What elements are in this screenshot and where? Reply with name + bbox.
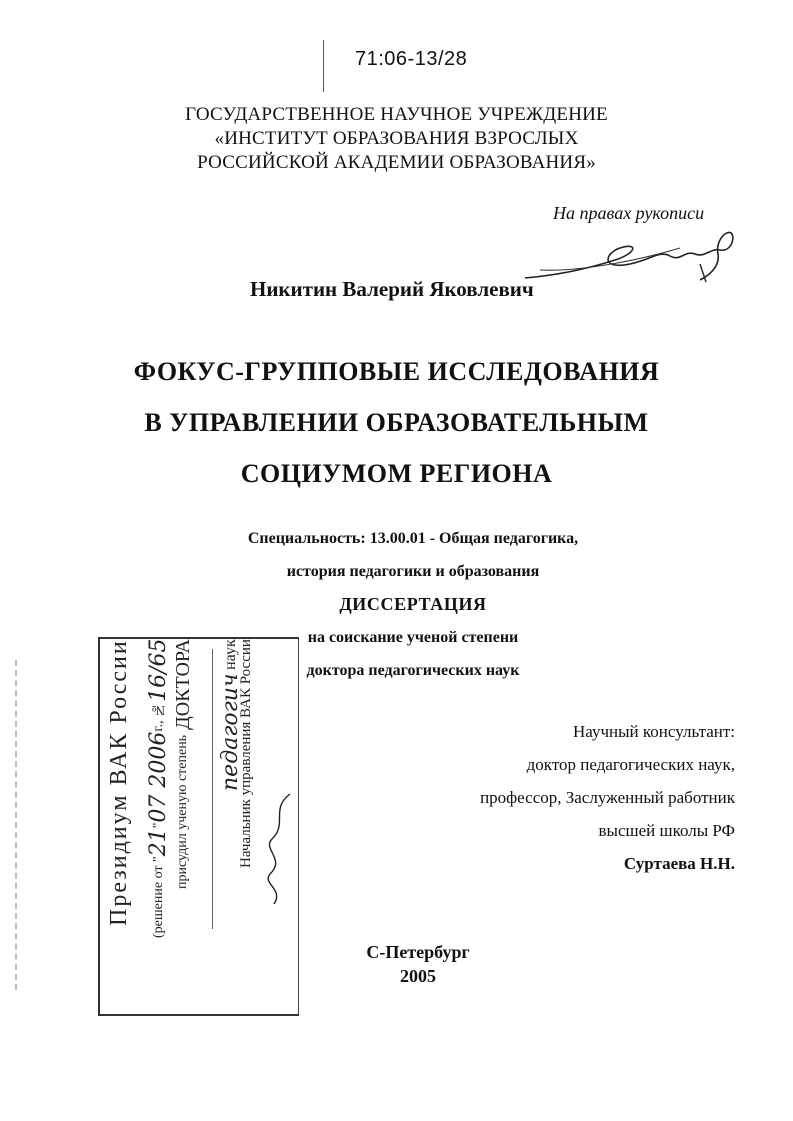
stamp-decision-number: 16/65 <box>146 639 171 703</box>
stamp-signature-icon <box>260 789 296 909</box>
institution-line: «ИНСТИТУТ ОБРАЗОВАНИЯ ВЗРОСЛЫХ <box>214 128 579 149</box>
consultant-title: высшей школы РФ <box>598 821 735 840</box>
document-code: 71:06-13/28 <box>355 48 468 70</box>
stamp-decision-line <box>146 639 171 1014</box>
dissertation-title <box>0 346 793 499</box>
consultant-title: профессор, Заслуженный работник <box>480 788 735 807</box>
title-line: В УПРАВЛЕНИИ ОБРАЗОВАТЕЛЬНЫМ <box>144 408 649 437</box>
stamp-decision-day: 21 <box>146 828 171 857</box>
stamp-field-suffix: наук <box>222 639 239 670</box>
specialty-line: Специальность: 13.00.01 - Общая педагогика, <box>247 530 579 547</box>
scan-margin-line <box>323 40 324 92</box>
consultant-degree: доктор педагогических наук, <box>526 755 735 774</box>
stamp-decision-suffix: г., № <box>151 702 166 733</box>
institution-header <box>0 103 793 175</box>
stamp-decision-prefix: (решение от " <box>151 856 166 939</box>
stamp-chief-line: Начальник управления ВАК России <box>238 639 254 868</box>
stamp-degree: ДОКТОРА <box>172 639 194 730</box>
vak-approval-stamp <box>98 637 299 1016</box>
signature-icon <box>520 220 750 290</box>
consultant-block <box>480 715 735 880</box>
author-name: Никитин Валерий Яковлевич <box>250 277 534 301</box>
institution-line: РОССИЙСКОЙ АКАДЕМИИ ОБРАЗОВАНИЯ» <box>197 152 596 173</box>
institution-line: ГОСУДАРСТВЕННОЕ НАУЧНОЕ УЧРЕЖДЕНИЕ <box>185 104 608 125</box>
stamp-field-handwritten: педагогич <box>218 673 243 791</box>
stamp-degree-prefix: присудил ученую степень <box>175 734 190 889</box>
degree-line: доктора педагогических наук <box>306 662 520 679</box>
document-type: ДИССЕРТАЦИЯ <box>339 594 487 614</box>
stamp-decision-mid: " <box>151 823 166 829</box>
manuscript-rights: На правах рукописи <box>553 203 705 223</box>
stamp-degree-line <box>172 639 195 1014</box>
stamp-decision-month: 07 2006 <box>146 732 171 824</box>
title-line: ФОКУС-ГРУППОВЫЕ ИССЛЕДОВАНИЯ <box>133 357 660 386</box>
year: 2005 <box>400 966 436 986</box>
consultant-label: Научный консультант: <box>573 722 735 741</box>
consultant-name: Суртаева Н.Н. <box>623 854 735 873</box>
stamp-field-rule <box>212 649 213 929</box>
city: С-Петербург <box>366 942 470 962</box>
degree-line: на соискание ученой степени <box>307 629 519 646</box>
stamp-presidium-line: Президиум ВАК России <box>106 639 132 926</box>
binding-edge <box>15 660 19 990</box>
specialty-line: история педагогики и образования <box>286 563 540 580</box>
title-line: СОЦИУМОМ РЕГИОНА <box>240 459 553 488</box>
